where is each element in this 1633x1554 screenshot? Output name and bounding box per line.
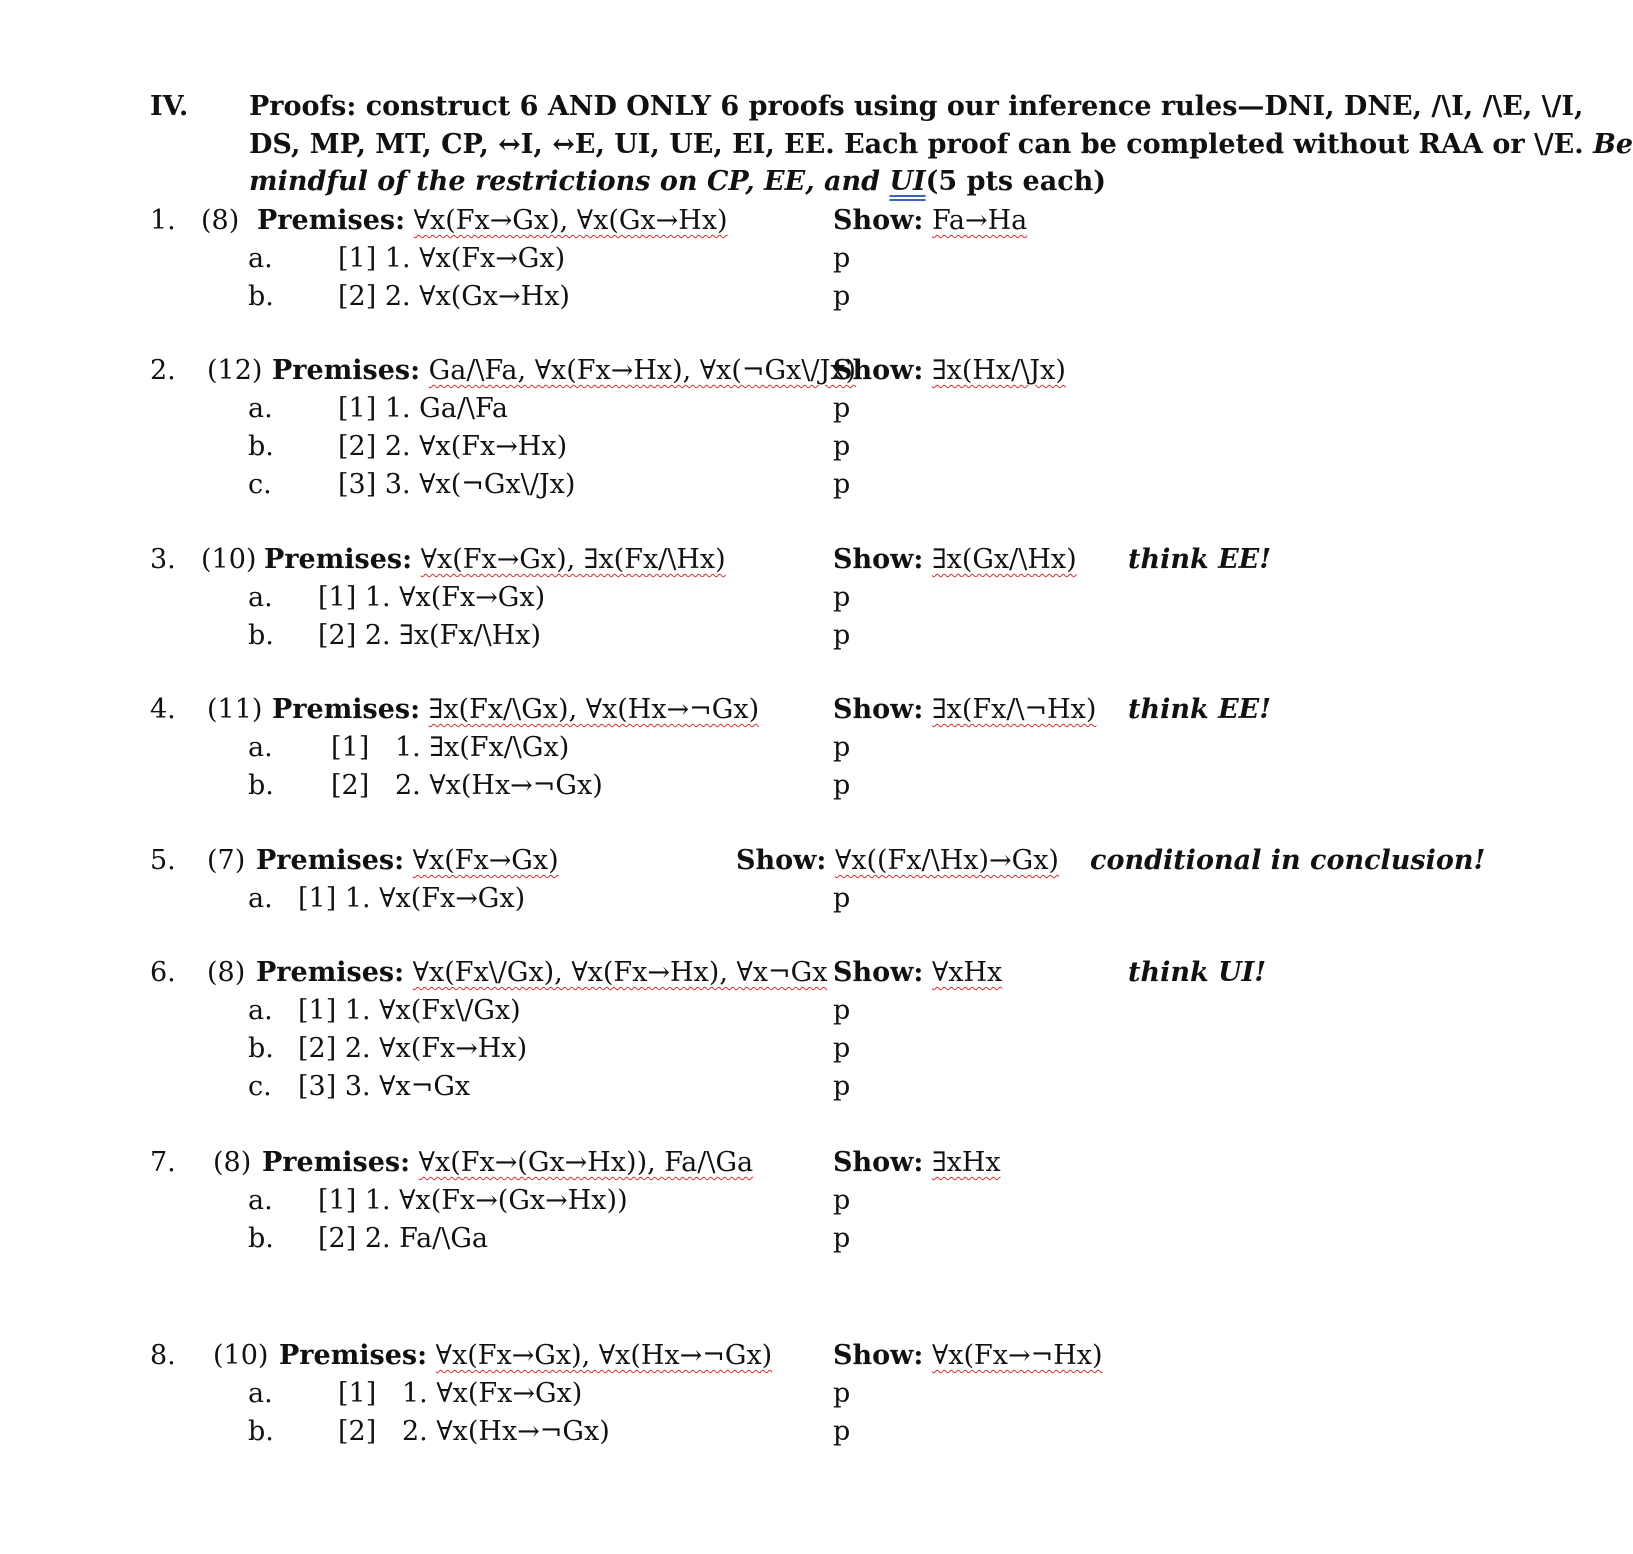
premises-formulas: ∀x(Fx→(Gx→Hx)), Fa/\Ga	[418, 1147, 754, 1178]
proof-line-justification: p	[833, 883, 851, 914]
proof-line-formula: [2] 2. ∀x(Hx→¬Gx)	[338, 1416, 610, 1447]
proof-line-justification: p	[833, 732, 851, 763]
show-label: Show:	[833, 957, 924, 988]
premises-formulas: ∀x(Fx\/Gx), ∀x(Fx→Hx), ∀x¬Gx	[412, 957, 828, 988]
premises-label: Premises:	[257, 205, 406, 236]
show-line	[833, 1144, 1001, 1182]
premises-line	[272, 352, 856, 390]
problem-number: 5.	[150, 845, 176, 876]
proof-line-letter: a.	[248, 995, 273, 1026]
proof-line-justification: p	[833, 582, 851, 613]
proof-line-justification: p	[833, 1033, 851, 1064]
proof-line-formula: [1] 1. ∀x(Fx\/Gx)	[298, 995, 521, 1026]
premises-formulas: ∃x(Fx/\Gx), ∀x(Hx→¬Gx)	[428, 694, 760, 725]
show-formula: ∀x((Fx/\Hx)→Gx)	[834, 845, 1059, 876]
instructions-line-2	[249, 126, 1633, 164]
proof-line-formula: [2] 2. ∀x(Fx→Hx)	[338, 431, 568, 462]
show-label: Show:	[833, 544, 924, 575]
premises-label: Premises:	[264, 544, 413, 575]
problem-points: (12)	[207, 355, 263, 386]
proof-line-letter: b.	[248, 620, 274, 651]
proof-line-formula: [1] 1. ∃x(Fx/\Gx)	[331, 732, 570, 763]
show-label: Show:	[833, 205, 924, 236]
proof-line-letter: a.	[248, 243, 273, 274]
proof-line-justification: p	[833, 1378, 851, 1409]
proof-line-formula: [2] 2. ∀x(Gx→Hx)	[338, 281, 570, 312]
proof-line-justification: p	[833, 431, 851, 462]
problem-points: (8)	[207, 957, 246, 988]
problem-number: 6.	[150, 957, 176, 988]
show-formula: ∃x(Fx/\¬Hx)	[931, 694, 1097, 725]
problem-points: (10)	[201, 544, 257, 575]
problem-number: 7.	[150, 1147, 176, 1178]
proof-line-letter: b.	[248, 281, 274, 312]
instructions-line-3-emphasis: mindful of the restrictions on CP, EE, and	[249, 166, 881, 197]
premises-line	[264, 541, 726, 579]
proof-line-letter: c.	[248, 469, 272, 500]
premises-line	[272, 691, 759, 729]
hint-text: conditional in conclusion!	[1090, 845, 1486, 876]
show-label: Show:	[736, 845, 827, 876]
proof-line-justification: p	[833, 1223, 851, 1254]
proof-line-justification: p	[833, 995, 851, 1026]
proof-line-formula: [3] 3. ∀x(¬Gx\/Jx)	[338, 469, 576, 500]
problem-number: 2.	[150, 355, 176, 386]
proof-line-justification: p	[833, 620, 851, 651]
proof-line-formula: [1] 1. Ga/\Fa	[338, 393, 509, 424]
premises-label: Premises:	[272, 694, 421, 725]
problem-number: 1.	[150, 205, 176, 236]
instructions-line-1: Proofs: construct 6 AND ONLY 6 proofs using our inference rules—DNI, DNE, /\I, /\E, \/I,	[249, 91, 1584, 122]
proof-line-formula: [2] 2. ∀x(Fx→Hx)	[298, 1033, 528, 1064]
proof-line-letter: b.	[248, 1416, 274, 1447]
show-line	[833, 202, 1027, 240]
premises-line	[256, 954, 827, 992]
show-line	[833, 954, 1002, 992]
proof-line-formula: [1] 1. ∀x(Fx→Gx)	[318, 582, 546, 613]
proof-line-letter: a.	[248, 393, 273, 424]
proof-line-letter: b.	[248, 1223, 274, 1254]
problem-number: 3.	[150, 544, 176, 575]
instructions-line-2-emphasis: Be	[1593, 129, 1633, 160]
show-label: Show:	[833, 694, 924, 725]
proof-line-justification: p	[833, 1071, 851, 1102]
proof-line-formula: [1] 1. ∀x(Fx→(Gx→Hx))	[318, 1185, 628, 1216]
problem-number: 8.	[150, 1340, 176, 1371]
hint-text: think EE!	[1128, 544, 1272, 575]
proof-line-letter: c.	[248, 1071, 272, 1102]
premises-formulas: ∀x(Fx→Gx)	[412, 845, 559, 876]
proof-line-formula: [2] 2. Fa/\Ga	[318, 1223, 489, 1254]
proof-line-formula: [1] 1. ∀x(Fx→Gx)	[338, 243, 566, 274]
show-line	[833, 691, 1096, 729]
premises-formulas: ∀x(Fx→Gx), ∃x(Fx/\Hx)	[420, 544, 726, 575]
show-line	[736, 842, 1059, 880]
problem-points: (8)	[201, 205, 240, 236]
proof-line-letter: b.	[248, 770, 274, 801]
premises-line	[262, 1144, 753, 1182]
show-label: Show:	[833, 355, 924, 386]
instructions-line-3	[249, 163, 1106, 201]
proof-line-formula: [3] 3. ∀x¬Gx	[298, 1071, 471, 1102]
show-formula: ∀xHx	[931, 957, 1003, 988]
problem-points: (10)	[213, 1340, 269, 1371]
premises-formulas: ∀x(Fx→Gx), ∀x(Gx→Hx)	[413, 205, 728, 236]
show-line	[833, 541, 1077, 579]
problem-number: 4.	[150, 694, 176, 725]
premises-formulas: Ga/\Fa, ∀x(Fx→Hx), ∀x(¬Gx\/Jx)	[428, 355, 857, 386]
proof-line-justification: p	[833, 770, 851, 801]
premises-label: Premises:	[256, 957, 405, 988]
show-formula: Fa→Ha	[931, 205, 1028, 236]
show-label: Show:	[833, 1147, 924, 1178]
proof-line-letter: a.	[248, 883, 273, 914]
proof-line-letter: a.	[248, 1378, 273, 1409]
premises-line	[256, 842, 559, 880]
proof-line-letter: b.	[248, 431, 274, 462]
problem-points: (7)	[207, 845, 246, 876]
problem-points: (11)	[207, 694, 263, 725]
problem-points: (8)	[213, 1147, 252, 1178]
proof-line-letter: a.	[248, 732, 273, 763]
proof-line-justification: p	[833, 469, 851, 500]
instructions-line-3-ui: UI	[889, 166, 926, 197]
premises-label: Premises:	[279, 1340, 428, 1371]
hint-text: think UI!	[1128, 957, 1267, 988]
proof-line-justification: p	[833, 1185, 851, 1216]
show-formula: ∃xHx	[931, 1147, 1001, 1178]
proof-line-letter: a.	[248, 582, 273, 613]
proof-line-letter: b.	[248, 1033, 274, 1064]
premises-line	[279, 1337, 772, 1375]
show-formula: ∀x(Fx→¬Hx)	[931, 1340, 1103, 1371]
proof-line-justification: p	[833, 281, 851, 312]
instructions-line-3-end: (5 pts each)	[925, 166, 1107, 197]
show-line	[833, 1337, 1103, 1375]
proof-line-formula: [1] 1. ∀x(Fx→Gx)	[338, 1378, 583, 1409]
premises-label: Premises:	[272, 355, 421, 386]
proof-line-justification: p	[833, 1416, 851, 1447]
proof-line-justification: p	[833, 243, 851, 274]
premises-label: Premises:	[262, 1147, 411, 1178]
instructions-line-2-text: DS, MP, MT, CP, ↔I, ↔E, UI, UE, EI, EE. Each proof can be completed without RAA or \/E.	[249, 129, 1584, 160]
show-formula: ∃x(Gx/\Hx)	[931, 544, 1077, 575]
proof-line-letter: a.	[248, 1185, 273, 1216]
show-label: Show:	[833, 1340, 924, 1371]
proof-line-formula: [1] 1. ∀x(Fx→Gx)	[298, 883, 526, 914]
section-label: IV.	[150, 91, 189, 122]
proof-line-formula: [2] 2. ∃x(Fx/\Hx)	[318, 620, 542, 651]
premises-formulas: ∀x(Fx→Gx), ∀x(Hx→¬Gx)	[435, 1340, 773, 1371]
show-line	[833, 352, 1066, 390]
hint-text: think EE!	[1128, 694, 1272, 725]
premises-label: Premises:	[256, 845, 405, 876]
proof-line-justification: p	[833, 393, 851, 424]
show-formula: ∃x(Hx/\Jx)	[931, 355, 1066, 386]
proof-line-formula: [2] 2. ∀x(Hx→¬Gx)	[331, 770, 603, 801]
premises-line	[257, 202, 728, 240]
